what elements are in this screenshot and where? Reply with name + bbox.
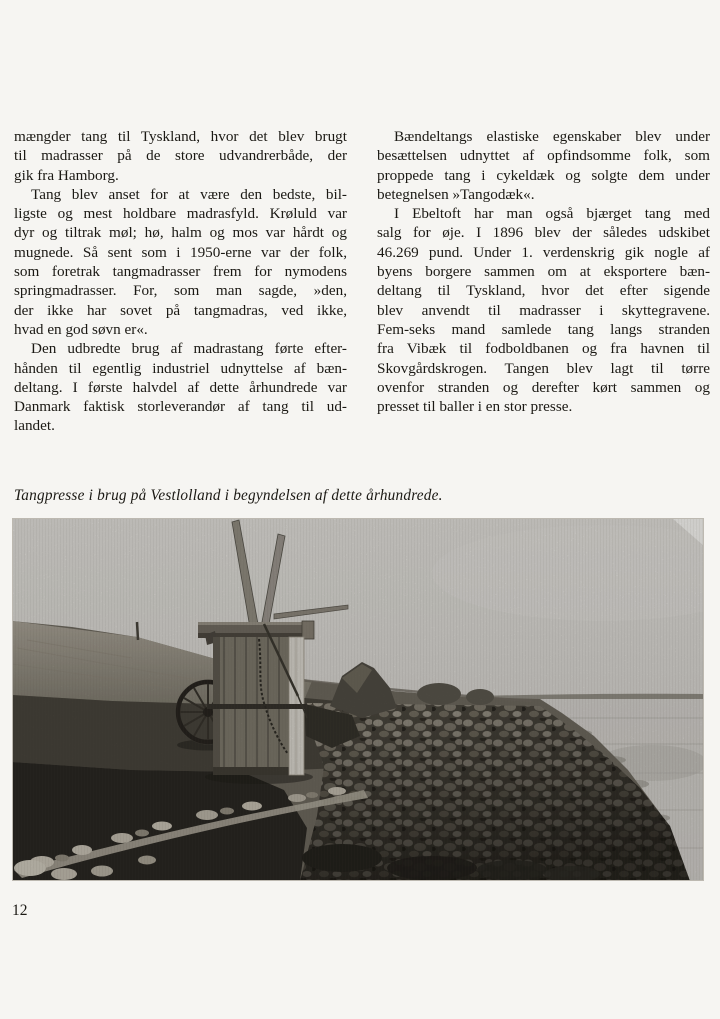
text-line: deltang til Tyskland, hvor det efter sigende bbox=[377, 282, 710, 300]
text-column-right bbox=[377, 127, 710, 416]
text-line: Bændeltangs elastiske egenskaber blev under bbox=[394, 128, 710, 145]
photo-caption: Tangpresse i brug på Vestlolland i begyndelsen af dette århundrede. bbox=[14, 487, 443, 504]
text-line: springmadrasser. For, som man sagde, »den, bbox=[14, 282, 347, 300]
page-number: 12 bbox=[12, 902, 28, 919]
text-line: ligste og mest holdbare madrasfyld. Krøluld var bbox=[14, 205, 347, 223]
text-line: 46.269 pund. Under 1. verdenskrig gik nogle af bbox=[377, 243, 710, 261]
text-line: hånden til egentlig industriel udnyttelse af bæn- bbox=[14, 359, 347, 377]
text-line: Danmark faktisk storleverandør af tang til ud- bbox=[14, 398, 347, 416]
text-line: som foretrak tangmadrasser frem for nymodens bbox=[14, 263, 347, 281]
photo-scene bbox=[12, 518, 704, 881]
text-line: Tang blev anset for at være den bedste, bil- bbox=[31, 185, 347, 203]
text-line: proppede tang i cykeldæk og solgte dem under bbox=[377, 166, 710, 184]
text-column-left bbox=[14, 127, 347, 436]
tangpresse-photo bbox=[12, 518, 704, 881]
text-line: til madrasser på de store udvandrerbåde, der bbox=[14, 147, 347, 165]
text-line: mængder tang til Tyskland, hvor det blev brugt bbox=[14, 128, 347, 145]
text-line: blev anvendt til madrasser i skyttegravene. bbox=[377, 301, 710, 319]
text-line: landet. bbox=[14, 417, 55, 435]
text-line: betegnelsen »Tangodæk«. bbox=[377, 185, 535, 203]
text-line: fra Vibæk til fodboldbanen og fra havnen til bbox=[377, 340, 710, 358]
text-line: salg for øje. I 1896 blev der således udskibet bbox=[377, 224, 710, 242]
text-line: Den udbredte brug af madrastang førte efter- bbox=[31, 340, 347, 358]
text-line: ovenfor stranden og derefter kørt sammen og bbox=[377, 378, 710, 396]
scan-lines bbox=[12, 518, 704, 881]
text-line: besættelsen udnyttet af opfindsomme folk, som bbox=[377, 147, 710, 165]
text-line: presset til baller i en stor presse. bbox=[377, 398, 573, 416]
text-line: Fem-seks mand samlede tang langs stranden bbox=[377, 320, 710, 338]
text-line: hvad en god søvn er«. bbox=[14, 320, 148, 338]
text-line: mugnede. Så sent som i 1950-erne var der folk, bbox=[14, 243, 347, 261]
text-line: Skovgårdskrogen. Tangen blev lagt til tørre bbox=[377, 359, 710, 377]
text-line: byens borgere sammen om at eksportere bæn- bbox=[377, 263, 710, 281]
text-line: gik fra Hamborg. bbox=[14, 166, 119, 184]
text-line: deltang. I første halvdel af dette århundrede var bbox=[14, 378, 347, 396]
text-line: dyr og tiltrak møl; hø, halm og mos var hårdt og bbox=[14, 224, 347, 242]
text-line: der ikke har sovet på tangmadras, ved ikke, bbox=[14, 301, 347, 319]
text-line: I Ebeltoft har man også bjærget tang med bbox=[394, 205, 710, 223]
